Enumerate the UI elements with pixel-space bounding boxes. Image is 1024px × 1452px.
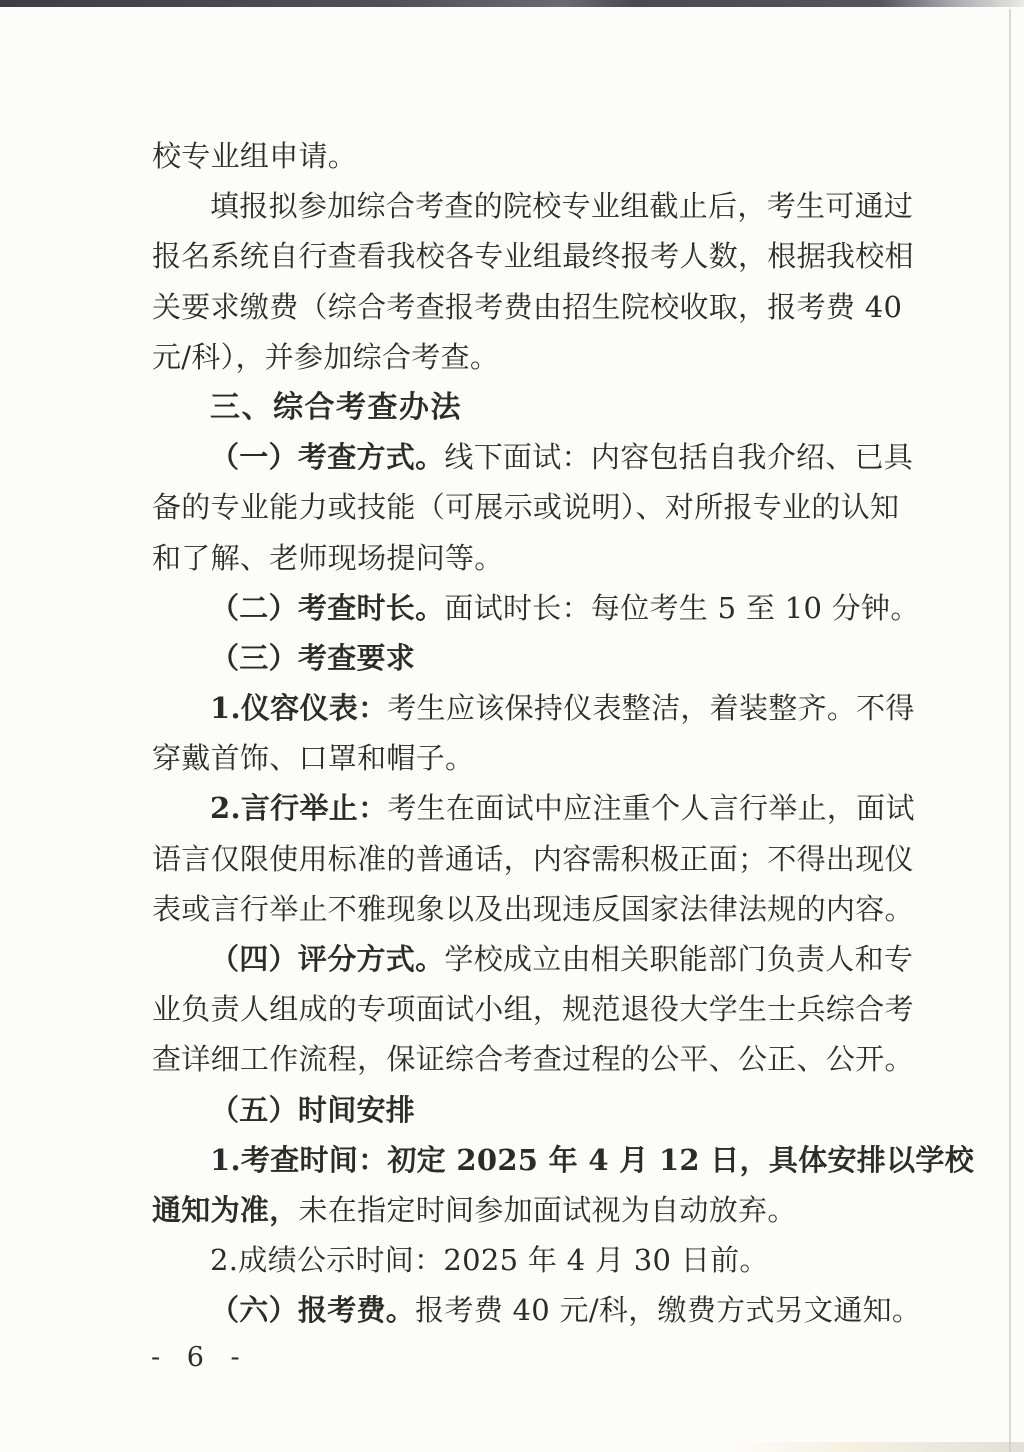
scan-edge-right bbox=[1009, 9, 1011, 1452]
text-segment: 未在指定时间参加面试视为自动放弃。 bbox=[298, 1192, 797, 1227]
text-segment: 校专业组申请。 bbox=[152, 139, 358, 173]
text-segment: 三、综合考查办法 bbox=[210, 389, 462, 425]
page-number: - 6 - bbox=[151, 1342, 249, 1373]
text-segment: 报名系统自行查看我校各专业组最终报考人数，根据我校相 bbox=[152, 239, 914, 274]
text-segment: 和了解、老师现场提问等。 bbox=[152, 540, 504, 575]
text-line bbox=[152, 432, 914, 482]
text-segment: 学校成立由相关职能部门负责人和专 bbox=[444, 942, 914, 976]
text-line bbox=[152, 131, 888, 181]
text-segment: （六）报考费。 bbox=[210, 1293, 416, 1328]
text-segment: 业负责人组成的专项面试小组，规范退役大学生士兵综合考 bbox=[152, 992, 914, 1027]
text-line bbox=[152, 1285, 922, 1335]
text-segment: （四）评分方式。 bbox=[210, 942, 445, 976]
text-line bbox=[152, 1135, 974, 1185]
text-segment: 面试时长：每位考生 5 至 10 分钟。 bbox=[444, 590, 920, 625]
text-line bbox=[152, 181, 914, 231]
text-segment: （一）考查方式。 bbox=[210, 440, 445, 475]
text-segment: 表或言行举止不雅现象以及出现违反国家法律法规的内容。 bbox=[152, 891, 914, 926]
document-body bbox=[152, 131, 974, 1336]
text-segment: 元/科），并参加综合考查。 bbox=[152, 339, 500, 374]
text-line bbox=[152, 533, 888, 583]
text-segment: 线下面试：内容包括自我介绍、已具 bbox=[444, 440, 914, 475]
text-segment: 1.考查时间：初定 2025 年 4 月 12 日，具体安排以学校 bbox=[210, 1142, 974, 1177]
scan-smudge-bottom bbox=[724, 1442, 1024, 1452]
text-line bbox=[152, 884, 914, 934]
text-line bbox=[152, 683, 915, 733]
scan-edge-top bbox=[0, 0, 1024, 7]
text-segment: 2.言行举止： bbox=[210, 791, 388, 826]
text-segment: 考生应该保持仪表整洁，着装整齐。不得 bbox=[387, 691, 915, 726]
text-segment: （二）考查时长。 bbox=[210, 590, 445, 625]
text-line bbox=[152, 934, 914, 984]
text-line bbox=[152, 382, 888, 432]
text-line bbox=[152, 332, 888, 382]
text-line bbox=[152, 984, 914, 1034]
text-line bbox=[152, 1185, 888, 1235]
text-line bbox=[152, 733, 888, 783]
text-line bbox=[152, 282, 903, 332]
text-line bbox=[152, 1034, 914, 1084]
text-segment: 2.成绩公示时间：2025 年 4 月 30 日前。 bbox=[210, 1243, 769, 1278]
text-line bbox=[152, 1085, 888, 1135]
text-segment: 备的专业能力或技能（可展示或说明）、对所报专业的认知 bbox=[152, 490, 900, 525]
text-segment: 关要求缴费（综合考查报考费由招生院校收取，报考费 40 bbox=[152, 289, 903, 324]
text-segment: 穿戴首饰、口罩和帽子。 bbox=[152, 741, 475, 776]
text-line bbox=[152, 482, 900, 532]
text-segment: 通知为准， bbox=[152, 1192, 299, 1227]
text-line bbox=[152, 583, 920, 633]
text-segment: 报考费 40 元/科，缴费方式另文通知。 bbox=[415, 1293, 922, 1328]
text-line bbox=[152, 1235, 888, 1285]
text-line bbox=[152, 231, 914, 281]
text-segment: （三）考查要求 bbox=[210, 640, 416, 675]
text-segment: 1.仪容仪表： bbox=[210, 691, 388, 726]
text-line bbox=[152, 783, 915, 833]
text-segment: 填报拟参加综合考查的院校专业组截止后，考生可通过 bbox=[210, 189, 914, 224]
text-segment: 考生在面试中应注重个人言行举止，面试 bbox=[387, 791, 915, 826]
text-line bbox=[152, 834, 914, 884]
text-line bbox=[152, 633, 888, 683]
text-segment: 语言仅限使用标准的普通话，内容需积极正面；不得出现仪 bbox=[152, 841, 914, 876]
text-segment: 查详细工作流程，保证综合考查过程的公平、公正、公开。 bbox=[152, 1042, 914, 1077]
text-segment: （五）时间安排 bbox=[210, 1092, 416, 1127]
